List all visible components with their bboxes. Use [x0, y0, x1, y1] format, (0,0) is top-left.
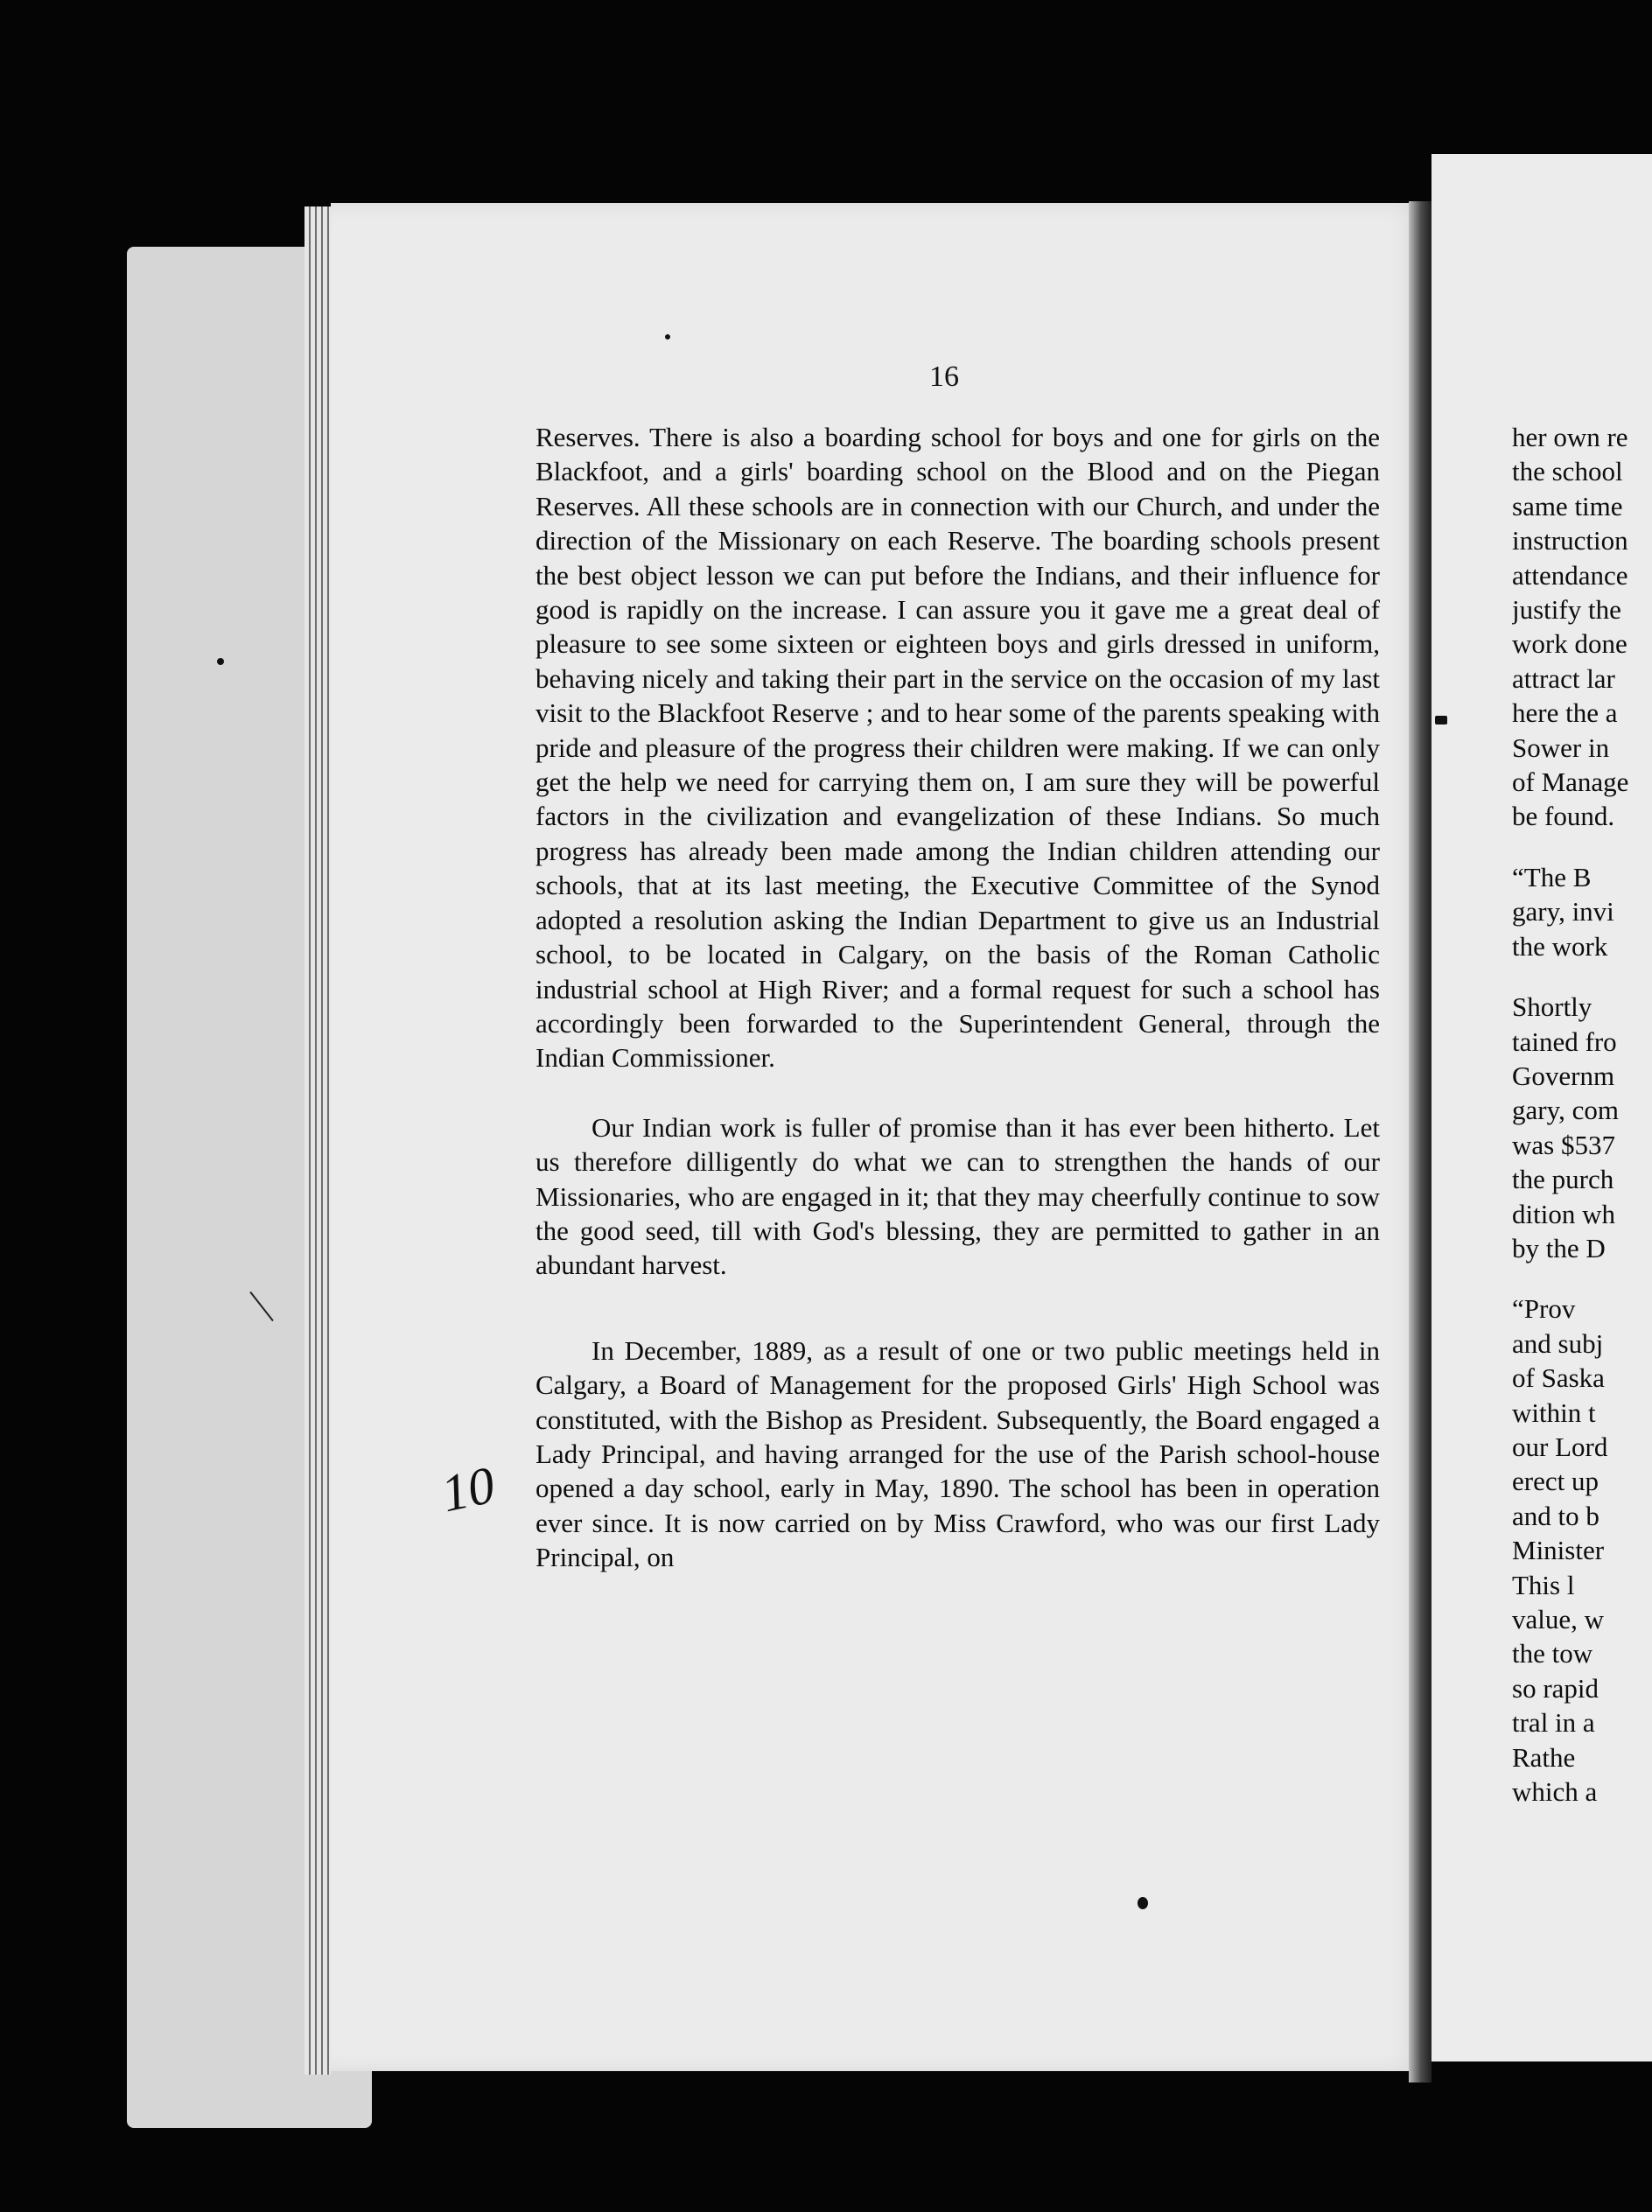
specks — [1435, 716, 1447, 724]
text-line: which a — [1512, 1776, 1598, 1808]
text-line: “The B — [1512, 861, 1592, 892]
right-page-text — [1512, 420, 1652, 1809]
text-line: the school — [1512, 456, 1623, 487]
text-line: gary, invi — [1512, 896, 1614, 928]
text-line: tral in a — [1512, 1707, 1595, 1739]
text-line: our Lord — [1512, 1431, 1608, 1462]
text-line: the work — [1512, 930, 1608, 962]
text-line: dition wh — [1512, 1198, 1615, 1229]
text-line: Governm — [1512, 1060, 1615, 1091]
paragraph: In December, 1889, as a result of one or two public meetings held in Calgary, a Board of Management for the proposed Girls' High School was constituted, with the Bishop as President. Subsequently, the Board engaged a Lady Principal, and having arranged for the use of the Parish school-house opened a day school, early in May, 1890. The school has been in operation ever since. It is now carried on by Miss Crawford, who was our first Lady Principal, on — [536, 1334, 1380, 1573]
text-line: Sower in — [1512, 732, 1610, 763]
text-line: attract lar — [1512, 662, 1615, 694]
text-line: her own re — [1512, 422, 1628, 452]
text-line: within t — [1512, 1396, 1596, 1428]
text-line: be found. — [1512, 801, 1615, 832]
text-line: work done — [1512, 628, 1628, 660]
text-line: and to b — [1512, 1500, 1600, 1531]
text-line: gary, com — [1512, 1095, 1619, 1126]
text-line: This l — [1512, 1569, 1575, 1600]
text-line: was $537 — [1512, 1129, 1615, 1160]
text-line: and subj — [1512, 1327, 1604, 1359]
text-line: erect up — [1512, 1466, 1599, 1497]
text-line: Minister — [1512, 1535, 1605, 1566]
paragraph-gap — [536, 1075, 1380, 1110]
text-line: Rathe — [1512, 1741, 1576, 1773]
book-gutter — [1409, 201, 1432, 2082]
page-edges — [304, 206, 331, 2075]
text-line: here the a — [1512, 697, 1618, 729]
text-line: instruction — [1512, 525, 1628, 556]
text-line: by the D — [1512, 1232, 1606, 1264]
text-line: the purch — [1512, 1164, 1614, 1195]
text-line: Shortly — [1512, 991, 1592, 1023]
paragraph-gap — [1512, 1265, 1652, 1292]
paragraph: Reserves. There is also a boarding school for boys and one for girls on the Blackfoot, and a girls' boarding school on the Blood and on the Piegan Reserves. All these schools are in connection with our Church, and under the direction of the Missionary on each Reserve. The boarding schools present the best object lesson we can put before the Indians, and their influence for good is rapidly on the increase. I can assure you it gave me a great deal of pleasure to see some sixteen or eighteen boys and girls dressed in uniform, behaving nicely and taking their part in the service on the occasion of my last visit to the Blackfoot Reserve ; and to hear some of the parents speaking with pride and pleasure of the progress their children were making. If we can only get the help we need for carrying them on, I am sure they will be powerful factors in the civilization and evangelization of these Indians. So much progress has already been made among the Indian children attending our schools, that at its last meeting, the Executive Committee of the Synod adopted a resolution asking the Indian Department to give us an Industrial school, to be located in Calgary, on the basis of the Roman Catholic industrial school at High River; and a formal request for such a school has accordingly been forwarded to the Superintendent General, through the Indian Commissioner. — [536, 422, 1380, 1074]
text-line: of Saska — [1512, 1362, 1605, 1394]
paragraph-gap — [1512, 963, 1652, 990]
text-line: “Prov — [1512, 1293, 1576, 1325]
specks — [217, 658, 224, 665]
text-line: value, w — [1512, 1604, 1605, 1634]
text-line: attendance — [1512, 559, 1628, 591]
paragraph: Our Indian work is fuller of promise than it has ever been hitherto. Let us therefore dilligently do what we can to strengthen the hands of our Missionaries, who are engaged in it; that they may cheerfully continue to sow the good seed, till with God's blessing, they are permitted to gather in an abundant harvest. — [536, 1111, 1380, 1281]
specks — [1138, 1897, 1148, 1909]
page-number: 16 — [929, 360, 959, 393]
specks — [665, 334, 670, 340]
text-line: same time — [1512, 490, 1623, 522]
text-line: justify the — [1512, 594, 1621, 626]
paragraph-gap — [536, 1283, 1380, 1334]
text-line: tained fro — [1512, 1026, 1617, 1057]
paragraph-gap — [1512, 834, 1652, 860]
text-line: the tow — [1512, 1638, 1593, 1670]
text-line: so rapid — [1512, 1672, 1600, 1704]
text-line: of Manage — [1512, 766, 1629, 798]
margin-mark: 10 — [436, 1455, 500, 1523]
body-text — [536, 420, 1380, 1575]
